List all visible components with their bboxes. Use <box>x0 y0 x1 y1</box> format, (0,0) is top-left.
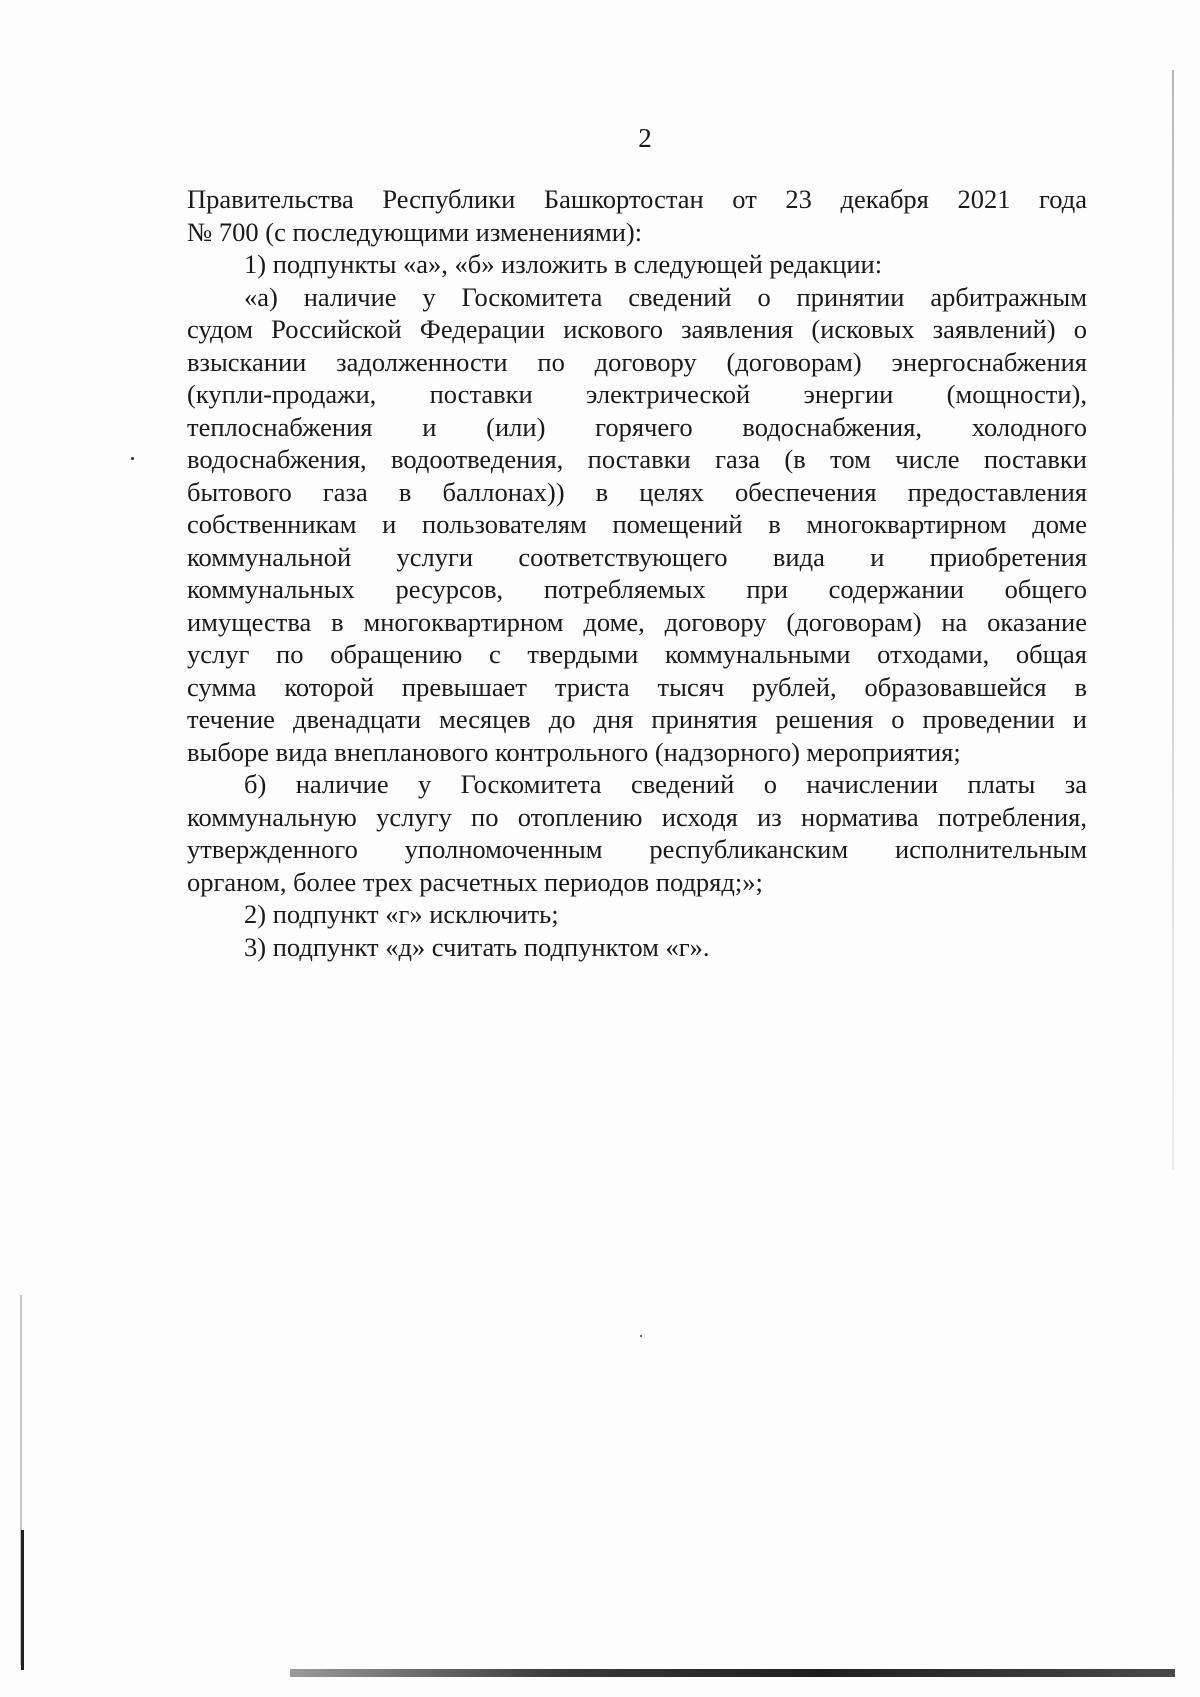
text-line: органом, более трех расчетных периодов подряд;»; <box>187 866 763 897</box>
text-line: 3) подпункт «д» считать подпунктом «г». <box>244 931 710 962</box>
text-line: услуг по обращению с твердыми коммунальными отходами, общая <box>187 639 1087 669</box>
text-line: теплоснабжения и (или) горячего водоснабжения, холодного <box>187 411 1087 442</box>
page-number: 2 <box>638 123 652 153</box>
text-line: б) наличие у Госкомитета сведений о начислении платы за <box>244 769 1087 799</box>
text-line: судом Российской Федерации искового заявления (исковых заявлений) о <box>187 314 1087 344</box>
text-line: выборе вида внепланового контрольного (надзорного) мероприятия; <box>187 736 961 767</box>
text-line: 1) подпункты «а», «б» изложить в следующей редакции: <box>244 249 883 279</box>
scan-edge-bottom <box>290 1669 1175 1677</box>
scan-speck <box>640 1335 642 1337</box>
text-line: собственникам и пользователям помещений в многоквартирном доме <box>187 509 1087 539</box>
text-line: коммунальной услуги соответствующего вида и приобретения <box>187 541 1087 572</box>
text-line: Правительства Республики Башкортостан от 23 декабря 2021 года <box>187 184 1087 214</box>
scan-speck <box>131 457 134 460</box>
text-line: «а) наличие у Госкомитета сведений о принятии арбитражным <box>244 281 1087 312</box>
text-line: коммунальную услугу по отоплению исходя из норматива потребления, <box>187 801 1087 832</box>
text-line: течение двенадцати месяцев до дня принятия решения о проведении и <box>187 704 1087 734</box>
text-line: коммунальных ресурсов, потребляемых при содержании общего <box>187 574 1087 604</box>
text-line: взыскании задолженности по договору (договорам) энергоснабжения <box>187 346 1087 377</box>
scan-edge-right <box>1172 70 1174 1170</box>
text-line: 2) подпункт «г» исключить; <box>244 899 559 929</box>
text-line: сумма которой превышает триста тысяч рублей, образовавшейся в <box>187 671 1087 702</box>
text-line: утвержденного уполномоченным республиканским исполнительным <box>187 834 1087 864</box>
text-line: водоснабжения, водоотведения, поставки газа (в том числе поставки <box>187 444 1087 474</box>
text-line: бытового газа в баллонах)) в целях обеспечения предоставления <box>187 476 1087 507</box>
text-line: № 700 (с последующими изменениями): <box>187 216 643 247</box>
text-line: (купли-продажи, поставки электрической энергии (мощности), <box>187 379 1087 409</box>
document-body <box>187 183 1087 963</box>
text-line: имущества в многоквартирном доме, договору (договорам) на оказание <box>187 606 1087 637</box>
scan-edge-left-dark <box>21 1530 24 1670</box>
